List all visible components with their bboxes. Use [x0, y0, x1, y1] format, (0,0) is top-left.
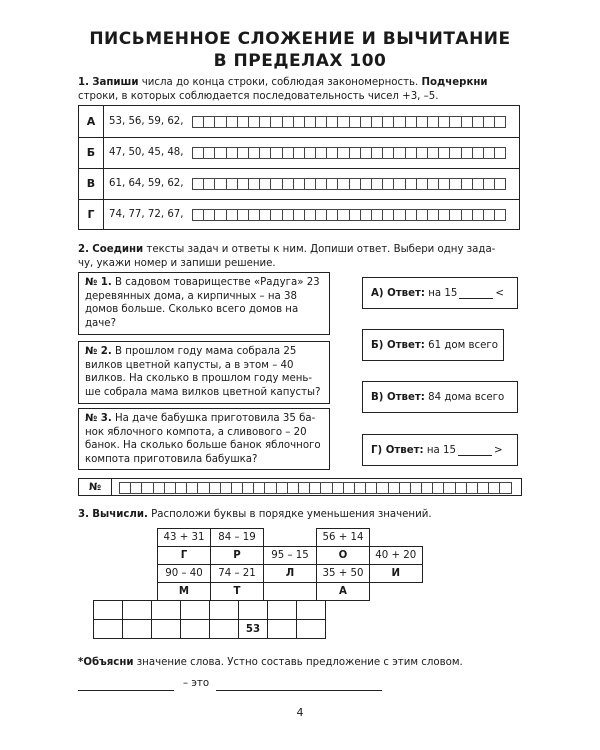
order-cell[interactable] — [94, 601, 123, 620]
expression-cell: 84 – 19 — [211, 529, 264, 547]
grid-cell[interactable] — [444, 482, 455, 494]
grid-cell[interactable] — [294, 116, 305, 128]
grid-cell[interactable] — [394, 147, 405, 159]
letter-cell: Г — [158, 547, 211, 565]
problem-label: № 1. — [85, 277, 112, 288]
answer-label: Г) Ответ: — [371, 444, 424, 456]
grid-cell[interactable] — [377, 482, 388, 494]
solution-cells[interactable] — [119, 482, 512, 494]
grid-cell[interactable] — [361, 178, 372, 190]
grid-cell[interactable] — [467, 482, 478, 494]
grid-cell[interactable] — [338, 116, 349, 128]
grid-cell[interactable] — [260, 178, 271, 190]
order-cell[interactable] — [152, 620, 181, 639]
grid-cell[interactable] — [433, 482, 444, 494]
grid-cell[interactable] — [495, 116, 506, 128]
expression-cell: 95 – 15 — [264, 547, 317, 565]
explain-dash: – это — [183, 678, 210, 689]
grid-cell[interactable] — [249, 209, 260, 221]
order-cell[interactable] — [268, 601, 297, 620]
grid-cell[interactable] — [473, 147, 484, 159]
solution-row — [78, 478, 522, 496]
order-cell[interactable] — [210, 601, 239, 620]
task2-text1: тексты задач и ответы к ним. Допиши ответ. Выбери одну зада- — [143, 244, 496, 255]
grid-cell[interactable] — [227, 147, 238, 159]
task1-text1: числа до конца строки, соблюдая закономерность. — [138, 77, 422, 88]
grid-cell[interactable] — [327, 147, 338, 159]
grid-cell[interactable] — [294, 178, 305, 190]
grid-cell[interactable] — [310, 482, 321, 494]
grid-cell[interactable] — [316, 178, 327, 190]
task1-bold2: Подчеркни — [421, 77, 488, 88]
answer-b[interactable] — [362, 329, 504, 361]
row-sequence: 74, 77, 72, 67, — [109, 208, 184, 220]
grid-cell[interactable] — [271, 116, 282, 128]
answer-text: на 15 — [428, 287, 458, 299]
grid-cell[interactable] — [294, 147, 305, 159]
grid-cell[interactable] — [260, 147, 271, 159]
grid-cell[interactable] — [383, 178, 394, 190]
grid-cell[interactable] — [260, 209, 271, 221]
grid-cell[interactable] — [383, 147, 394, 159]
grid-cell[interactable] — [372, 116, 383, 128]
task3-instruction — [78, 508, 538, 522]
answer-label: Б) Ответ: — [371, 339, 425, 351]
grid-cell[interactable] — [478, 482, 489, 494]
row-letter: Г — [79, 199, 104, 229]
problem-label: № 3. — [85, 413, 112, 424]
letter-cell: И — [370, 565, 423, 583]
grid-cell[interactable] — [372, 147, 383, 159]
page-number: 4 — [296, 706, 304, 719]
grid-cell[interactable] — [277, 482, 288, 494]
grid-cell[interactable] — [198, 482, 209, 494]
grid-cell[interactable] — [484, 116, 495, 128]
order-cell-53: 53 — [239, 620, 268, 639]
answer-blank[interactable] — [459, 288, 493, 299]
page-title-line1: ПИСЬМЕННОЕ СЛОЖЕНИЕ И ВЫЧИТАНИЕ — [89, 29, 511, 49]
answer-text: на 15 — [426, 444, 456, 456]
grid-cell[interactable] — [338, 178, 349, 190]
task2-text2: чу, укажи номер и запиши решение. — [78, 258, 276, 269]
grid-cell[interactable] — [361, 147, 372, 159]
answer-cells[interactable] — [192, 178, 506, 190]
grid-cell[interactable] — [484, 147, 495, 159]
grid-cell[interactable] — [299, 482, 310, 494]
grid-cell[interactable] — [428, 209, 439, 221]
grid-cell[interactable] — [350, 147, 361, 159]
grid-cell[interactable] — [210, 482, 221, 494]
sequence-table — [78, 105, 520, 230]
grid-cell[interactable] — [350, 178, 361, 190]
row-letter: Б — [79, 137, 104, 168]
grid-cell[interactable] — [473, 209, 484, 221]
grid-cell[interactable] — [305, 178, 316, 190]
order-cell[interactable] — [181, 620, 210, 639]
grid-cell[interactable] — [305, 116, 316, 128]
grid-cell[interactable] — [400, 482, 411, 494]
grid-cell[interactable] — [215, 147, 226, 159]
grid-cell[interactable] — [383, 209, 394, 221]
grid-cell[interactable] — [204, 116, 215, 128]
expression-cell: 43 + 31 — [158, 529, 211, 547]
grid-cell[interactable] — [283, 178, 294, 190]
grid-cell[interactable] — [462, 116, 473, 128]
grid-cell[interactable] — [165, 482, 176, 494]
answer-blank[interactable] — [458, 445, 492, 456]
grid-cell[interactable] — [176, 482, 187, 494]
grid-cell[interactable] — [327, 116, 338, 128]
grid-cell[interactable] — [394, 178, 405, 190]
grid-cell[interactable] — [283, 147, 294, 159]
grid-cell[interactable] — [500, 482, 511, 494]
answer-a[interactable] — [362, 277, 518, 309]
grid-cell[interactable] — [366, 482, 377, 494]
grid-cell[interactable] — [232, 482, 243, 494]
problem-label: № 2. — [85, 346, 112, 357]
grid-cell[interactable] — [462, 178, 473, 190]
solution-label: № — [79, 479, 112, 495]
grid-cell[interactable] — [417, 116, 428, 128]
grid-cell[interactable] — [428, 147, 439, 159]
grid-cell[interactable] — [227, 178, 238, 190]
row-letter: В — [79, 168, 104, 199]
word-blank[interactable] — [78, 690, 174, 691]
grid-cell[interactable] — [192, 116, 204, 128]
order-cell[interactable] — [210, 620, 239, 639]
grid-cell[interactable] — [473, 116, 484, 128]
answer-text: 61 дом всего — [428, 339, 498, 351]
grid-cell[interactable] — [254, 482, 265, 494]
grid-cell[interactable] — [305, 147, 316, 159]
grid-cell[interactable] — [411, 482, 422, 494]
grid-cell[interactable] — [350, 116, 361, 128]
order-grid — [93, 600, 326, 639]
problem-1[interactable] — [78, 272, 330, 335]
grid-cell[interactable] — [283, 209, 294, 221]
grid-cell[interactable] — [439, 178, 450, 190]
problem-text: На даче бабушка приготовила 35 банок яблочного компота, а сливового – 20 банок. На сколько больше банок яблочного компота приготовила бабушка? — [85, 413, 321, 465]
grid-cell[interactable] — [221, 482, 232, 494]
grid-cell[interactable] — [495, 209, 506, 221]
grid-cell[interactable] — [271, 147, 282, 159]
definition-blank[interactable] — [216, 690, 382, 691]
grid-cell[interactable] — [456, 482, 467, 494]
grid-cell[interactable] — [316, 116, 327, 128]
row-sequence: 61, 64, 59, 62, — [109, 178, 184, 189]
grid-cell[interactable] — [338, 147, 349, 159]
grid-cell[interactable] — [154, 482, 165, 494]
problem-3[interactable] — [78, 408, 330, 470]
grid-cell[interactable] — [271, 209, 282, 221]
grid-cell[interactable] — [238, 209, 249, 221]
grid-cell[interactable] — [204, 147, 215, 159]
explain-text: значение слова. Устно составь предложение с этим словом. — [133, 657, 463, 668]
grid-cell[interactable] — [238, 116, 249, 128]
grid-cell[interactable] — [215, 209, 226, 221]
grid-cell[interactable] — [131, 482, 142, 494]
letter-cell: Р — [211, 547, 264, 565]
answer-label: В) Ответ: — [371, 391, 425, 403]
grid-cell[interactable] — [489, 482, 500, 494]
grid-cell[interactable] — [215, 178, 226, 190]
expression-cell: 90 – 40 — [158, 565, 211, 583]
grid-cell[interactable] — [439, 116, 450, 128]
grid-cell[interactable] — [192, 147, 204, 159]
grid-cell[interactable] — [372, 209, 383, 221]
grid-cell[interactable] — [288, 482, 299, 494]
grid-cell[interactable] — [439, 147, 450, 159]
grid-cell[interactable] — [283, 116, 294, 128]
letter-cell: А — [317, 583, 370, 601]
grid-cell[interactable] — [450, 147, 461, 159]
answer-suffix: > — [493, 444, 503, 456]
explain-bold: *Объясни — [78, 657, 134, 668]
problem-text: В прошлом году мама собрала 25 вилков цветной капусты, а в этом – 40 вилков. На сколько в прошлом году меньше собрала мама вилков цветной капусты? — [85, 346, 321, 398]
grid-cell[interactable] — [406, 178, 417, 190]
task3-number: 3. — [78, 509, 89, 520]
grid-cell[interactable] — [406, 147, 417, 159]
grid-cell[interactable] — [142, 482, 153, 494]
answer-text: 84 дома всего — [428, 391, 505, 403]
answer-cells[interactable] — [192, 209, 506, 221]
letter-cell: Т — [211, 583, 264, 601]
expression-cell: 74 – 21 — [211, 565, 264, 583]
task2-number: 2. — [78, 244, 89, 255]
grid-cell[interactable] — [473, 178, 484, 190]
grid-cell[interactable] — [495, 178, 506, 190]
grid-cell[interactable] — [383, 116, 394, 128]
sequence-row-b — [79, 137, 519, 169]
task3-bold1: Вычисли. — [92, 509, 148, 520]
grid-cell[interactable] — [462, 147, 473, 159]
row-letter: А — [79, 106, 104, 137]
grid-cell[interactable] — [406, 116, 417, 128]
grid-cell[interactable] — [394, 116, 405, 128]
grid-cell[interactable] — [394, 209, 405, 221]
grid-cell[interactable] — [495, 147, 506, 159]
grid-cell[interactable] — [422, 482, 433, 494]
answer-g[interactable] — [362, 434, 518, 466]
grid-cell[interactable] — [450, 116, 461, 128]
grid-cell[interactable] — [260, 116, 271, 128]
order-cell[interactable] — [123, 601, 152, 620]
grid-cell[interactable] — [372, 178, 383, 190]
answer-v[interactable] — [362, 381, 518, 413]
task1-bold1: Запиши — [92, 77, 139, 88]
grid-cell[interactable] — [316, 147, 327, 159]
grid-cell[interactable] — [192, 178, 204, 190]
grid-cell[interactable] — [462, 209, 473, 221]
sequence-row-a — [79, 106, 519, 138]
order-cell[interactable] — [239, 601, 268, 620]
letter-cell: М — [158, 583, 211, 601]
grid-cell[interactable] — [249, 178, 260, 190]
letter-cell: О — [317, 547, 370, 565]
grid-cell[interactable] — [119, 482, 131, 494]
task1-text2: строки, в которых соблюдается последовательность чисел +3, –5. — [78, 91, 439, 102]
grid-cell[interactable] — [204, 209, 215, 221]
problem-text: В садовом товариществе «Радуга» 23 деревянных дома, а кирпичных – на 38 домов больше. Сколько всего домов на даче? — [85, 277, 320, 329]
grid-cell[interactable] — [428, 116, 439, 128]
grid-cell[interactable] — [204, 178, 215, 190]
grid-cell[interactable] — [305, 209, 316, 221]
task2-bold1: Соедини — [92, 244, 144, 255]
row-sequence: 47, 50, 45, 48, — [109, 147, 184, 158]
order-cell[interactable] — [268, 620, 297, 639]
grid-cell[interactable] — [406, 209, 417, 221]
grid-cell[interactable] — [321, 482, 332, 494]
answer-cells[interactable] — [192, 116, 506, 128]
compute-table — [157, 528, 423, 601]
task2-instruction — [78, 243, 538, 271]
grid-cell[interactable] — [265, 482, 276, 494]
answer-cells[interactable] — [192, 147, 506, 159]
row-sequence: 53, 56, 59, 62, — [109, 116, 184, 127]
grid-cell[interactable] — [338, 209, 349, 221]
grid-cell[interactable] — [316, 209, 327, 221]
page-title-line2: В ПРЕДЕЛАХ 100 — [213, 51, 387, 71]
grid-cell[interactable] — [344, 482, 355, 494]
grid-cell[interactable] — [249, 147, 260, 159]
grid-cell[interactable] — [417, 209, 428, 221]
grid-cell[interactable] — [238, 178, 249, 190]
grid-cell[interactable] — [215, 116, 226, 128]
task1-instruction — [78, 76, 538, 104]
order-cell[interactable] — [152, 601, 181, 620]
grid-cell[interactable] — [484, 209, 495, 221]
grid-cell[interactable] — [192, 209, 204, 221]
grid-cell[interactable] — [187, 482, 198, 494]
grid-cell[interactable] — [428, 178, 439, 190]
expression-cell: 40 + 20 — [370, 547, 423, 565]
grid-cell[interactable] — [294, 209, 305, 221]
grid-cell[interactable] — [271, 178, 282, 190]
grid-cell[interactable] — [361, 116, 372, 128]
task1-number: 1. — [78, 77, 89, 88]
grid-cell[interactable] — [333, 482, 344, 494]
letter-cell: Л — [264, 565, 317, 583]
grid-cell[interactable] — [238, 147, 249, 159]
order-cell[interactable] — [181, 601, 210, 620]
grid-cell[interactable] — [361, 209, 372, 221]
grid-cell[interactable] — [484, 178, 495, 190]
grid-cell[interactable] — [243, 482, 254, 494]
order-cell[interactable] — [297, 601, 326, 620]
sequence-row-g — [79, 199, 519, 229]
problem-2[interactable] — [78, 341, 330, 404]
grid-cell[interactable] — [450, 209, 461, 221]
grid-cell[interactable] — [417, 178, 428, 190]
grid-cell[interactable] — [439, 209, 450, 221]
sequence-row-v — [79, 168, 519, 200]
grid-cell[interactable] — [417, 147, 428, 159]
expression-cell: 35 + 50 — [317, 565, 370, 583]
order-cell[interactable] — [123, 620, 152, 639]
grid-cell[interactable] — [249, 116, 260, 128]
grid-cell[interactable] — [327, 209, 338, 221]
answer-suffix: < — [495, 287, 504, 299]
grid-cell[interactable] — [327, 178, 338, 190]
task3-text1: Расположи буквы в порядке уменьшения значений. — [147, 509, 432, 520]
grid-cell[interactable] — [350, 209, 361, 221]
grid-cell[interactable] — [227, 209, 238, 221]
answer-label: А) Ответ: — [371, 287, 425, 299]
order-cell[interactable] — [94, 620, 123, 639]
grid-cell[interactable] — [355, 482, 366, 494]
grid-cell[interactable] — [450, 178, 461, 190]
order-cell[interactable] — [297, 620, 326, 639]
explain-instruction — [78, 656, 538, 670]
grid-cell[interactable] — [389, 482, 400, 494]
expression-cell: 56 + 14 — [317, 529, 370, 547]
grid-cell[interactable] — [227, 116, 238, 128]
